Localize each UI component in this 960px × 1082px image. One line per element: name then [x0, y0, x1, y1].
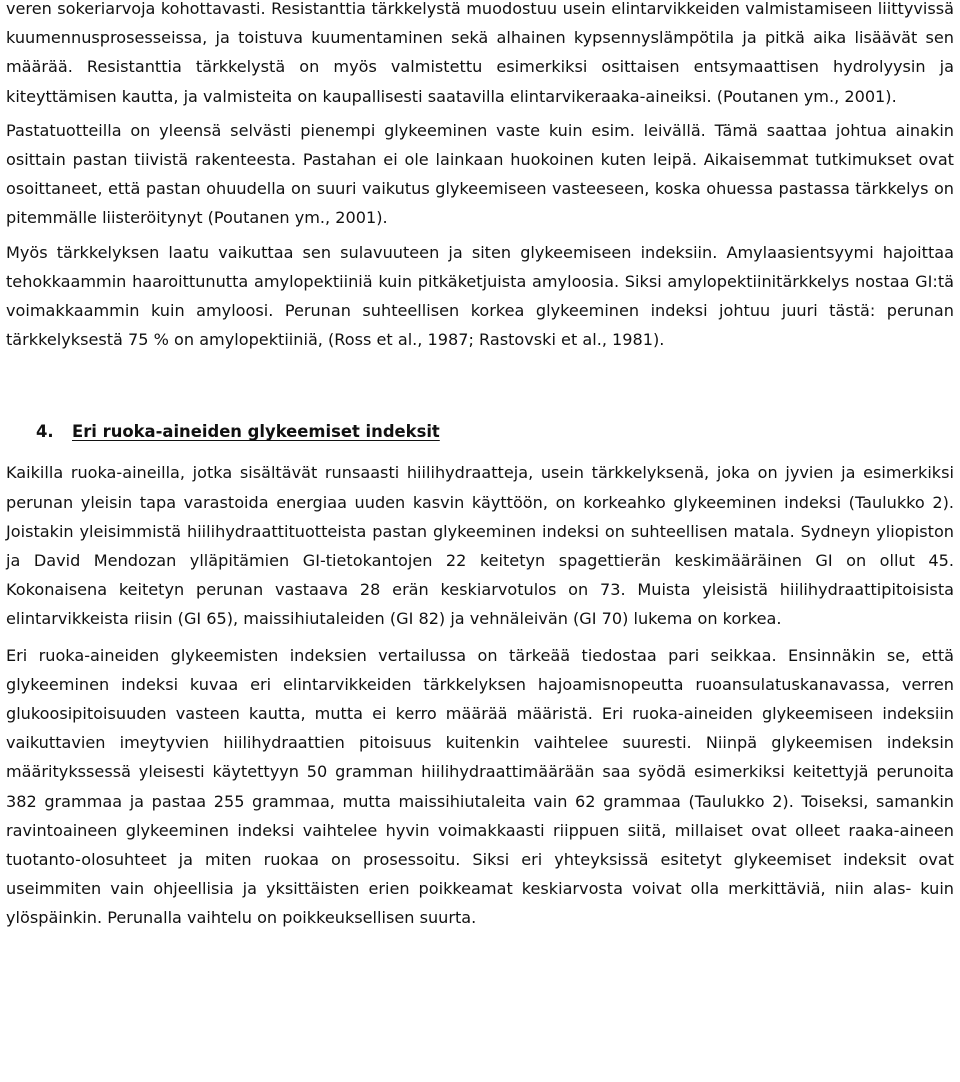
- section-heading: [6, 417, 954, 446]
- paragraph-gi-overview: Kaikilla ruoka-aineilla, jotka sisältävät runsaasti hiilihydraatteja, usein tärkkelyksenä, joka on jyvien ja esimerkiksi perunan yleisin tapa varastoida energiaa uuden kasvin käyttöön, on korkeahko glykeeminen indeksi (Taulukko 2). Joistakin yleisimmistä hiilihydraattituotteista pastan glykeeminen indeksi on suhteellisen matala. Sydneyn yliopiston ja David Mendozan ylläpitämien GI-tietokantojen 22 keitetyn spagettierän keskimääräinen GI on ollut 45. Kokonaisena keitetyn perunan vastaava 28 erän keskiarvotulos on 73. Muista yleisistä hiilihydraattipitoisista elintarvikkeista riisin (GI 65), maissihiutaleiden (GI 82) ja vehnäleivän (GI 70) lukema on korkea.: [6, 463, 954, 629]
- section-title: Eri ruoka-aineiden glykeemiset indeksit: [72, 422, 440, 442]
- paragraph-pasta: Pastatuotteilla on yleensä selvästi pienempi glykeeminen vaste kuin esim. leivällä. Tämä saattaa johtua ainakin osittain pastan tiivistä rakenteesta. Pastahan ei ole lainkaan huokoinen kuten leipä. Aikaisemmat tutkimukset ovat osoittaneet, että pastan ohuudella on suuri vaikutus glykeemiseen vasteeseen, koska ohuessa pastassa tärkkelys on pitemmälle liisteröitynyt (Poutanen ym., 2001).: [6, 120, 954, 228]
- paragraph-resistant-starch: veren sokeriarvoja kohottavasti. Resistanttia tärkkelystä muodostuu usein elintarvikkeiden valmistamiseen liittyvissä kuumennusprosesseissa, ja toistuva kuumentaminen sekä alhainen kypsennyslämpötila ja pitkä aika lisäävät sen määrää. Resistanttia tärkkelystä on myös valmistettu esimerkiksi osittaisen entsymaattisen hydrolyysin ja kiteyttämisen kautta, ja valmisteita on kaupallisesti saatavilla elintarvikeraaka-aineiksi. (Poutanen ym., 2001).: [6, 0, 954, 106]
- section-number: 4.: [36, 422, 54, 442]
- paragraph-starch-quality: Myös tärkkelyksen laatu vaikuttaa sen sulavuuteen ja siten glykeemiseen indeksiin. Amylaasientsyymi hajoittaa tehokkaammin haaroittunutta amylopektiiniä kuin pitkäketjuista amyloosia. Siksi amylopektiinitärkkelys nostaa GI:tä voimakkaammin kuin amyloosi. Perunan suhteellisen korkea glykeeminen indeksi johtuu juuri tästä: perunan tärkkelyksestä 75 % on amylopektiiniä, (Ross et al., 1987; Rastovski et al., 1981).: [6, 242, 954, 350]
- paragraph-gi-comparison: Eri ruoka-aineiden glykeemisten indeksien vertailussa on tärkeää tiedostaa pari seikkaa. Ensinnäkin se, että glykeeminen indeksi kuvaa eri elintarvikkeiden tärkkelyksen hajoamisnopeutta ruoansulatuskanavassa, verren glukoosipitoisuuden vasteen kautta, mutta ei kerro määrää määristä. Eri ruoka-aineiden glykeemiseen indeksiin vaikuttavien imeytyvien hiilihydraattien pitoisuus kuitenkin vaihtelee suuresti. Niinpä glykeemisen indeksin määritykssessä yleisesti käytettyyn 50 gramman hiilihydraattimäärään saa syödä esimerkiksi keitettyjä perunoita 382 grammaa ja pastaa 255 grammaa, mutta maissihiutaleita vain 62 grammaa (Taulukko 2). Toiseksi, samankin ravintoaineen glykeeminen indeksi vaihtelee hyvin voimakkaasti riippuen siitä, millaiset ovat olleet raaka-aineen tuotanto-olosuhteet ja miten ruokaa on prosessoitu. Siksi eri yhteyksissä esitetyt glykeemiset indeksit ovat useimmiten vain ohjeellisia ja yksittäisten erien poikkeamat keskiarvosta voivat olla merkittäviä, niin alas- kuin ylöspäinkin. Perunalla vaihtelu on poikkeuksellisen suurta.: [6, 645, 954, 928]
